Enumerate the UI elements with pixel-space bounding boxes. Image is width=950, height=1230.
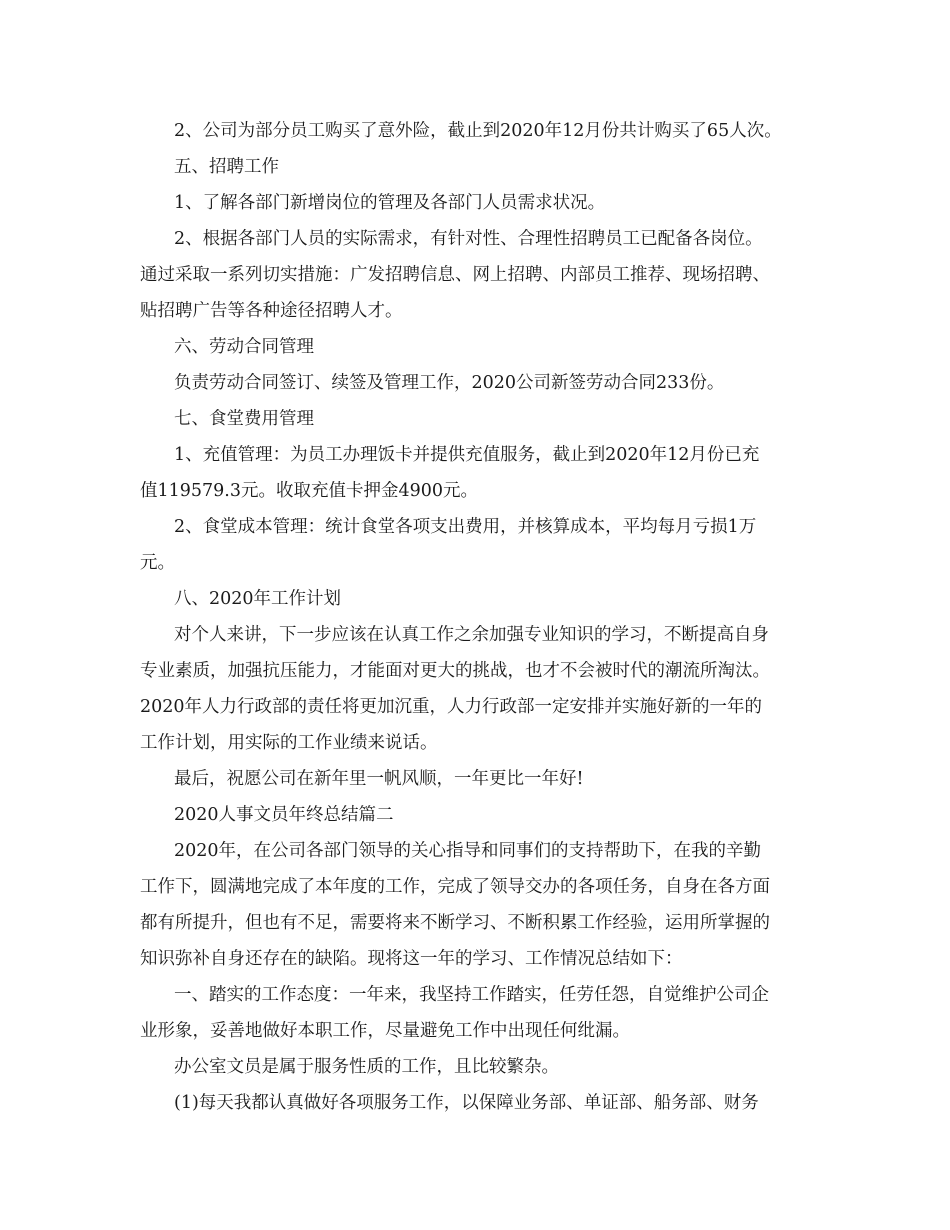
text-line: 五、招聘工作 (174, 157, 279, 177)
text-line: (1)每天我都认真做好各项服务工作，以保障业务部、单证部、船务部、财务 (174, 1093, 759, 1113)
text-line: 办公室文员是属于服务性质的工作，且比较繁杂。 (174, 1057, 559, 1077)
text-line: 六、劳动合同管理 (174, 337, 314, 357)
document-body (140, 113, 820, 1121)
text-line: 2020年人力行政部的责任将更加沉重，人力行政部一定安排并实施好新的一年的 (140, 697, 763, 717)
text-line: 1、了解各部门新增岗位的管理及各部门人员需求状况。 (174, 193, 606, 213)
text-line: 八、2020年工作计划 (174, 589, 342, 609)
text-line: 业形象，妥善地做好本职工作，尽量避免工作中出现任何纰漏。 (140, 1021, 630, 1041)
text-line: 值119579.3元。收取充值卡押金4900元。 (140, 481, 479, 501)
text-line: 工作计划，用实际的工作业绩来说话。 (140, 733, 438, 753)
text-line: 都有所提升，但也有不足，需要将来不断学习、不断积累工作经验，运用所掌握的 (140, 913, 770, 933)
text-line: 负责劳动合同签订、续签及管理工作，2020公司新签劳动合同233份。 (174, 373, 725, 393)
text-line: 对个人来讲，下一步应该在认真工作之余加强专业知识的学习，不断提高自身 (174, 625, 769, 645)
text-line: 2、食堂成本管理：统计食堂各项支出费用，并核算成本，平均每月亏损1万 (174, 517, 757, 537)
text-line: 贴招聘广告等各种途径招聘人才。 (140, 301, 403, 321)
text-line: 2020年，在公司各部门领导的关心指导和同事们的支持帮助下，在我的辛勤 (174, 841, 762, 861)
text-line: 知识弥补自身还存在的缺陷。现将这一年的学习、工作情况总结如下： (140, 949, 683, 969)
text-line: 元。 (140, 553, 175, 573)
text-line: 七、食堂费用管理 (174, 409, 314, 429)
text-line: 一、踏实的工作态度：一年来，我坚持工作踏实，任劳任怨，自觉维护公司企 (174, 985, 769, 1005)
text-line: 1、充值管理：为员工办理饭卡并提供充值服务，截止到2020年12月份已充 (174, 445, 760, 465)
text-line: 2、公司为部分员工购买了意外险，截止到2020年12月份共计购买了65人次。 (174, 121, 782, 141)
text-line: 2、根据各部门人员的实际需求，有针对性、合理性招聘员工已配备各岗位。 (174, 229, 763, 249)
text-line: 专业素质，加强抗压能力，才能面对更大的挑战，也才不会被时代的潮流所淘汰。 (140, 661, 770, 681)
text-line: 通过采取一系列切实措施：广发招聘信息、网上招聘、内部员工推荐、现场招聘、 (140, 265, 770, 285)
text-line: 最后，祝愿公司在新年里一帆风顺，一年更比一年好! (174, 769, 584, 789)
text-line: 2020人事文员年终总结篇二 (174, 805, 394, 825)
text-line: 工作下，圆满地完成了本年度的工作，完成了领导交办的各项任务，自身在各方面 (140, 877, 770, 897)
